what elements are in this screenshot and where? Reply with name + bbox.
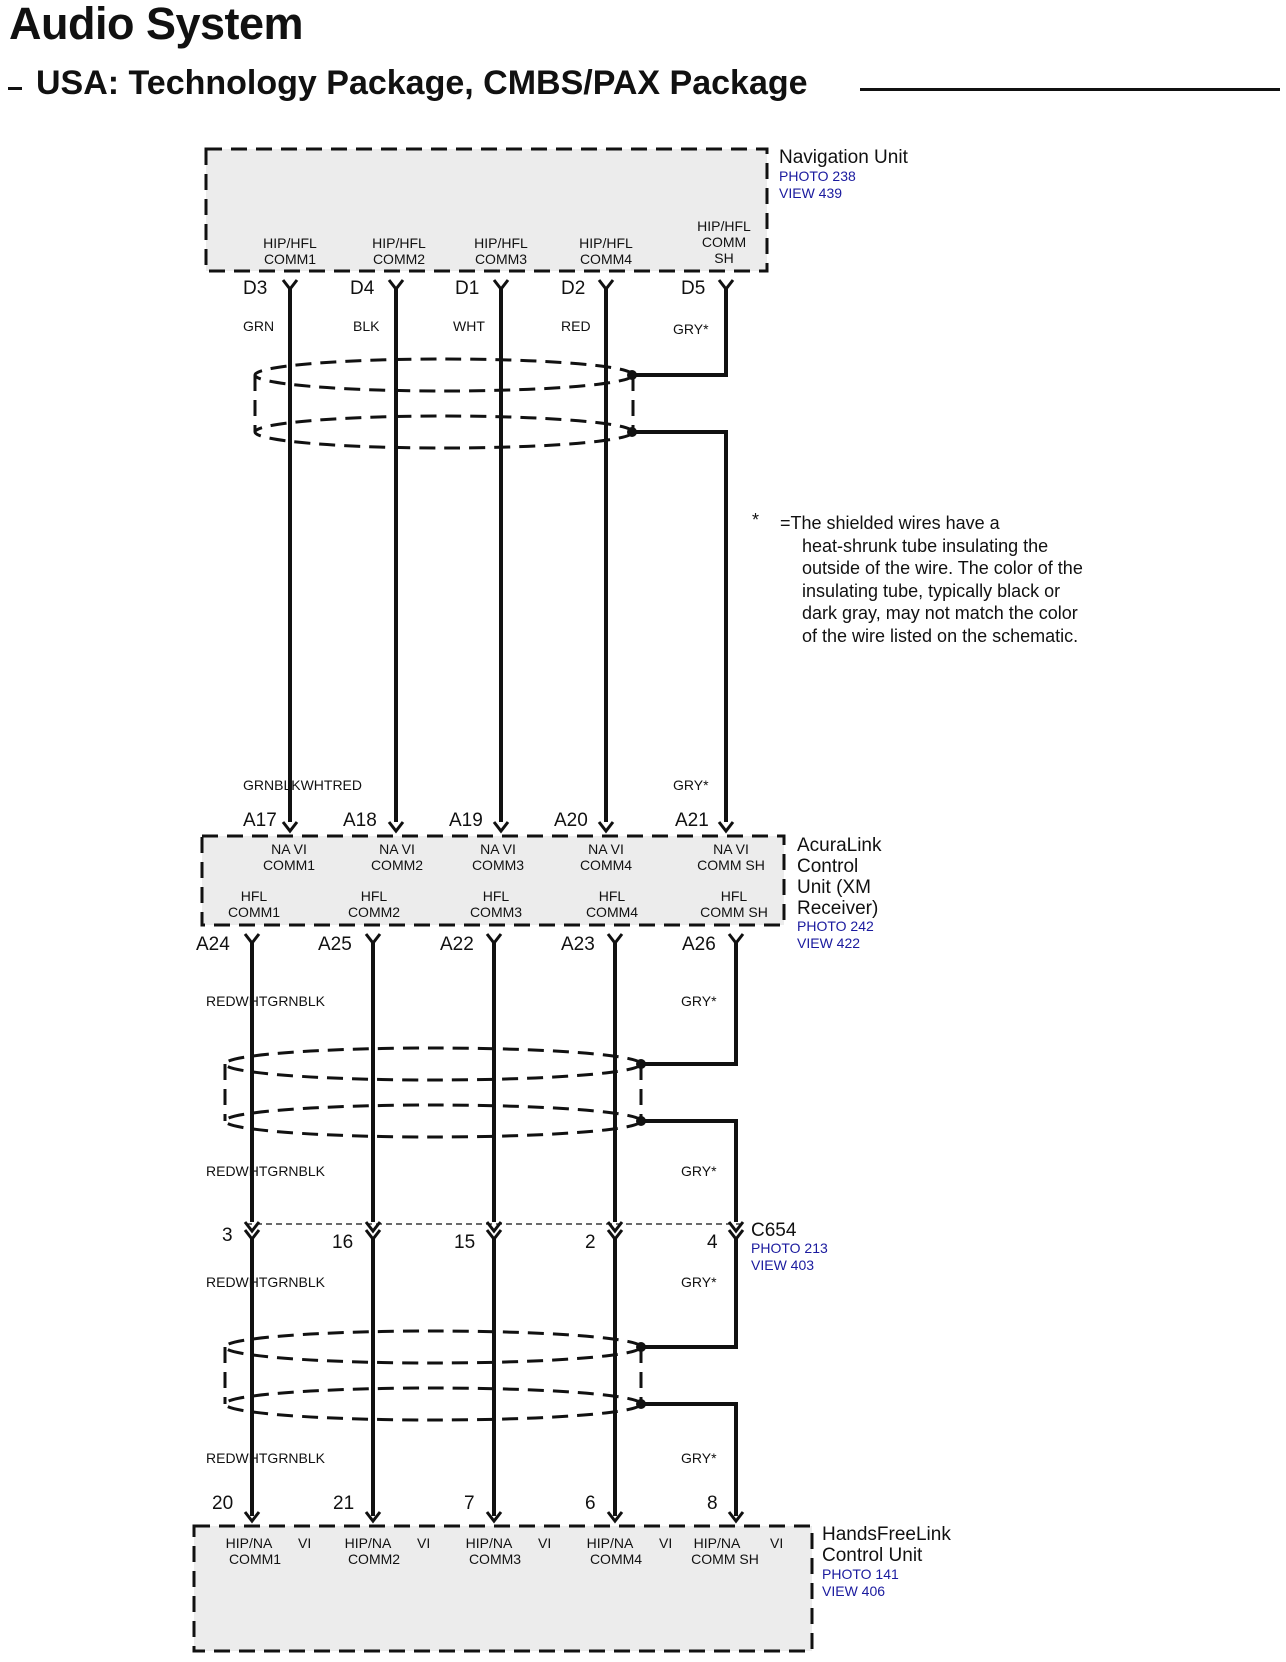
wire-color-label: RED <box>561 318 591 334</box>
shield-color-label: GRY* <box>673 777 709 793</box>
nav-terminal-label: HIP/HFL <box>579 235 633 251</box>
shield-color-label: GRY* <box>681 993 717 1009</box>
hfl-terminal-label: HIP/NA <box>586 1535 634 1551</box>
hfl-pin-label: 20 <box>212 1493 234 1514</box>
nav-pin-label: D5 <box>681 278 706 299</box>
hfl-terminal-suffix: VI <box>417 1535 431 1551</box>
shield-drain-dot <box>636 1342 646 1352</box>
acuralink-pin-label: A19 <box>449 810 483 831</box>
hfl-name: Control Unit <box>822 1545 923 1566</box>
nav-terminal-label: COMM1 <box>263 251 317 267</box>
footnote-first-line: =The shielded wires have a <box>780 513 1000 533</box>
acuralink-pin-label: A24 <box>196 934 230 955</box>
c654-pin-label: 2 <box>585 1232 596 1253</box>
navigation-unit-photo[interactable]: PHOTO 238 <box>779 168 856 184</box>
nav-terminal-label: SH <box>714 250 734 266</box>
nav-terminal-label: COMM <box>701 234 747 250</box>
c654-pin-label: 15 <box>454 1232 476 1253</box>
wire-color-label: GRY* <box>673 321 709 337</box>
acuralink-pin-label: A20 <box>554 810 588 831</box>
hfl-terminal-label: COMM SH <box>691 1551 759 1567</box>
c654-pin-label: 3 <box>222 1225 233 1246</box>
hfl-terminal-label: HIP/NA <box>225 1535 273 1551</box>
acuralink-pin-label: A22 <box>440 934 474 955</box>
middle-wire-bundle <box>252 943 736 1222</box>
nav-terminal-label: HIP/HFL <box>474 235 528 251</box>
acuralink-pin-label: A18 <box>343 810 377 831</box>
acuralink-terminal-label: HFL <box>598 888 626 904</box>
acuralink-pin-label: A26 <box>682 934 716 955</box>
footnote-asterisk: * <box>752 510 760 530</box>
acuralink-terminal-label: HFL <box>482 888 510 904</box>
c654-pin-label: 4 <box>707 1232 718 1253</box>
shield-color-label: GRY* <box>681 1274 717 1290</box>
navigation-unit-name: Navigation Unit <box>779 147 908 168</box>
acuralink-terminal-label: COMM1 <box>262 857 316 873</box>
hfl-terminal-label: COMM4 <box>589 1551 643 1567</box>
acuralink-terminal-label: NA VI <box>271 841 307 857</box>
nav-pin-label: D1 <box>455 278 480 299</box>
middle-shield <box>225 1048 641 1137</box>
acuralink-terminal-label: HFL <box>720 888 748 904</box>
acuralink-pin-label: A23 <box>561 934 595 955</box>
acuralink-terminal-label: COMM4 <box>579 857 633 873</box>
hfl-pin-label: 21 <box>333 1493 355 1514</box>
wire-color-label: WHT <box>453 318 485 334</box>
c654-pin-label: 16 <box>332 1232 354 1253</box>
hfl-pin-label: 8 <box>707 1493 718 1514</box>
hfl-terminal-label: HIP/NA <box>344 1535 392 1551</box>
nav-terminal-label: HIP/HFL <box>263 235 317 251</box>
acuralink-name: Receiver) <box>797 898 879 919</box>
hfl-view[interactable]: VIEW 406 <box>822 1583 886 1599</box>
hfl-terminal-suffix: VI <box>659 1535 673 1551</box>
acuralink-name: AcuraLink <box>797 835 882 856</box>
wire-color-label: GRN <box>243 318 275 334</box>
navigation-unit <box>206 147 909 337</box>
shield-drain-dot <box>636 1059 646 1069</box>
hfl-terminal-suffix: VI <box>538 1535 552 1551</box>
acuralink-terminal-label: COMM SH <box>697 857 765 873</box>
wire-colors-label: REDWHTGRNBLK <box>206 993 326 1009</box>
acuralink-view[interactable]: VIEW 422 <box>797 935 861 951</box>
shield-footnote <box>752 512 1092 647</box>
acuralink-terminal-label: COMM3 <box>469 904 523 920</box>
c654-name: C654 <box>751 1220 797 1241</box>
nav-pin-label: D4 <box>350 278 375 299</box>
acuralink-terminal-label: COMM4 <box>585 904 639 920</box>
acuralink-terminal-label: COMM2 <box>347 904 401 920</box>
acuralink-name: Unit (XM <box>797 877 871 898</box>
wire-colors-label: REDWHTGRNBLK <box>206 1274 326 1290</box>
acuralink-name: Control <box>797 856 859 877</box>
shield-drain-dot <box>627 370 637 380</box>
shield-drain-dot <box>627 427 637 437</box>
acuralink-terminal-label: NA VI <box>713 841 749 857</box>
acuralink-terminal-label: COMM3 <box>471 857 525 873</box>
wire-colors-label: REDWHTGRNBLK <box>206 1163 326 1179</box>
hfl-terminal-label: COMM1 <box>228 1551 282 1567</box>
hfl-pin-label: 7 <box>464 1493 475 1514</box>
acuralink-pin-label: A17 <box>243 810 277 831</box>
hfl-terminal-label: COMM2 <box>347 1551 401 1567</box>
nav-pin-label: D2 <box>561 278 586 299</box>
nav-terminal-label: COMM4 <box>579 251 633 267</box>
navigation-unit-view[interactable]: VIEW 439 <box>779 185 843 201</box>
hfl-terminal-suffix: VI <box>298 1535 312 1551</box>
hfl-pin-label: 6 <box>585 1493 596 1514</box>
c654-photo[interactable]: PHOTO 213 <box>751 1240 828 1256</box>
shield-color-label: GRY* <box>681 1163 717 1179</box>
wire-colors-label: GRNBLKWHTRED <box>243 777 363 793</box>
handsfreelink-unit <box>194 1493 951 1651</box>
hfl-terminal-label: HIP/NA <box>465 1535 513 1551</box>
acuralink-terminal-label: HFL <box>360 888 388 904</box>
shield-color-label: GRY* <box>681 1450 717 1466</box>
nav-terminal-label: COMM3 <box>474 251 528 267</box>
page-title: Audio System <box>9 0 304 49</box>
footnote-body: heat-shrunk tube insulating the outside of the wire. The color of the insulating tube, typically black or dark gray, may not match the color of the wire listed on the schematic. <box>802 535 1083 646</box>
shield-drain-dot <box>636 1399 646 1409</box>
hfl-terminal-label: COMM3 <box>468 1551 522 1567</box>
nav-terminal-label: HIP/HFL <box>372 235 426 251</box>
shield-drain-dot <box>636 1116 646 1126</box>
acuralink-terminal-label: COMM2 <box>370 857 424 873</box>
upper-shield <box>255 359 633 448</box>
acuralink-terminal-label: NA VI <box>588 841 624 857</box>
acuralink-terminal-label: COMM1 <box>227 904 281 920</box>
wire-colors-label: REDWHTGRNBLK <box>206 1450 326 1466</box>
wire-color-label: BLK <box>353 318 380 334</box>
acuralink-terminal-label: HFL <box>240 888 268 904</box>
nav-terminal-label: COMM2 <box>372 251 426 267</box>
hfl-photo[interactable]: PHOTO 141 <box>822 1566 899 1582</box>
acuralink-terminal-label: NA VI <box>379 841 415 857</box>
upper-wire-bundle <box>290 289 726 822</box>
acuralink-terminal-label: NA VI <box>480 841 516 857</box>
c654-view[interactable]: VIEW 403 <box>751 1257 815 1273</box>
nav-terminal-label: HIP/HFL <box>697 218 751 234</box>
nav-pin-label: D3 <box>243 278 268 299</box>
lower-shield <box>225 1331 641 1420</box>
acuralink-pin-label: A21 <box>675 810 709 831</box>
page-subtitle: USA: Technology Package, CMBS/PAX Package <box>36 64 808 102</box>
acuralink-pin-label: A25 <box>318 934 352 955</box>
hfl-terminal-suffix: VI <box>770 1535 784 1551</box>
hfl-terminal-label: HIP/NA <box>693 1535 741 1551</box>
acuralink-unit <box>196 777 882 955</box>
acuralink-terminal-label: COMM SH <box>700 904 768 920</box>
acuralink-photo[interactable]: PHOTO 242 <box>797 918 874 934</box>
hfl-name: HandsFreeLink <box>822 1524 951 1545</box>
